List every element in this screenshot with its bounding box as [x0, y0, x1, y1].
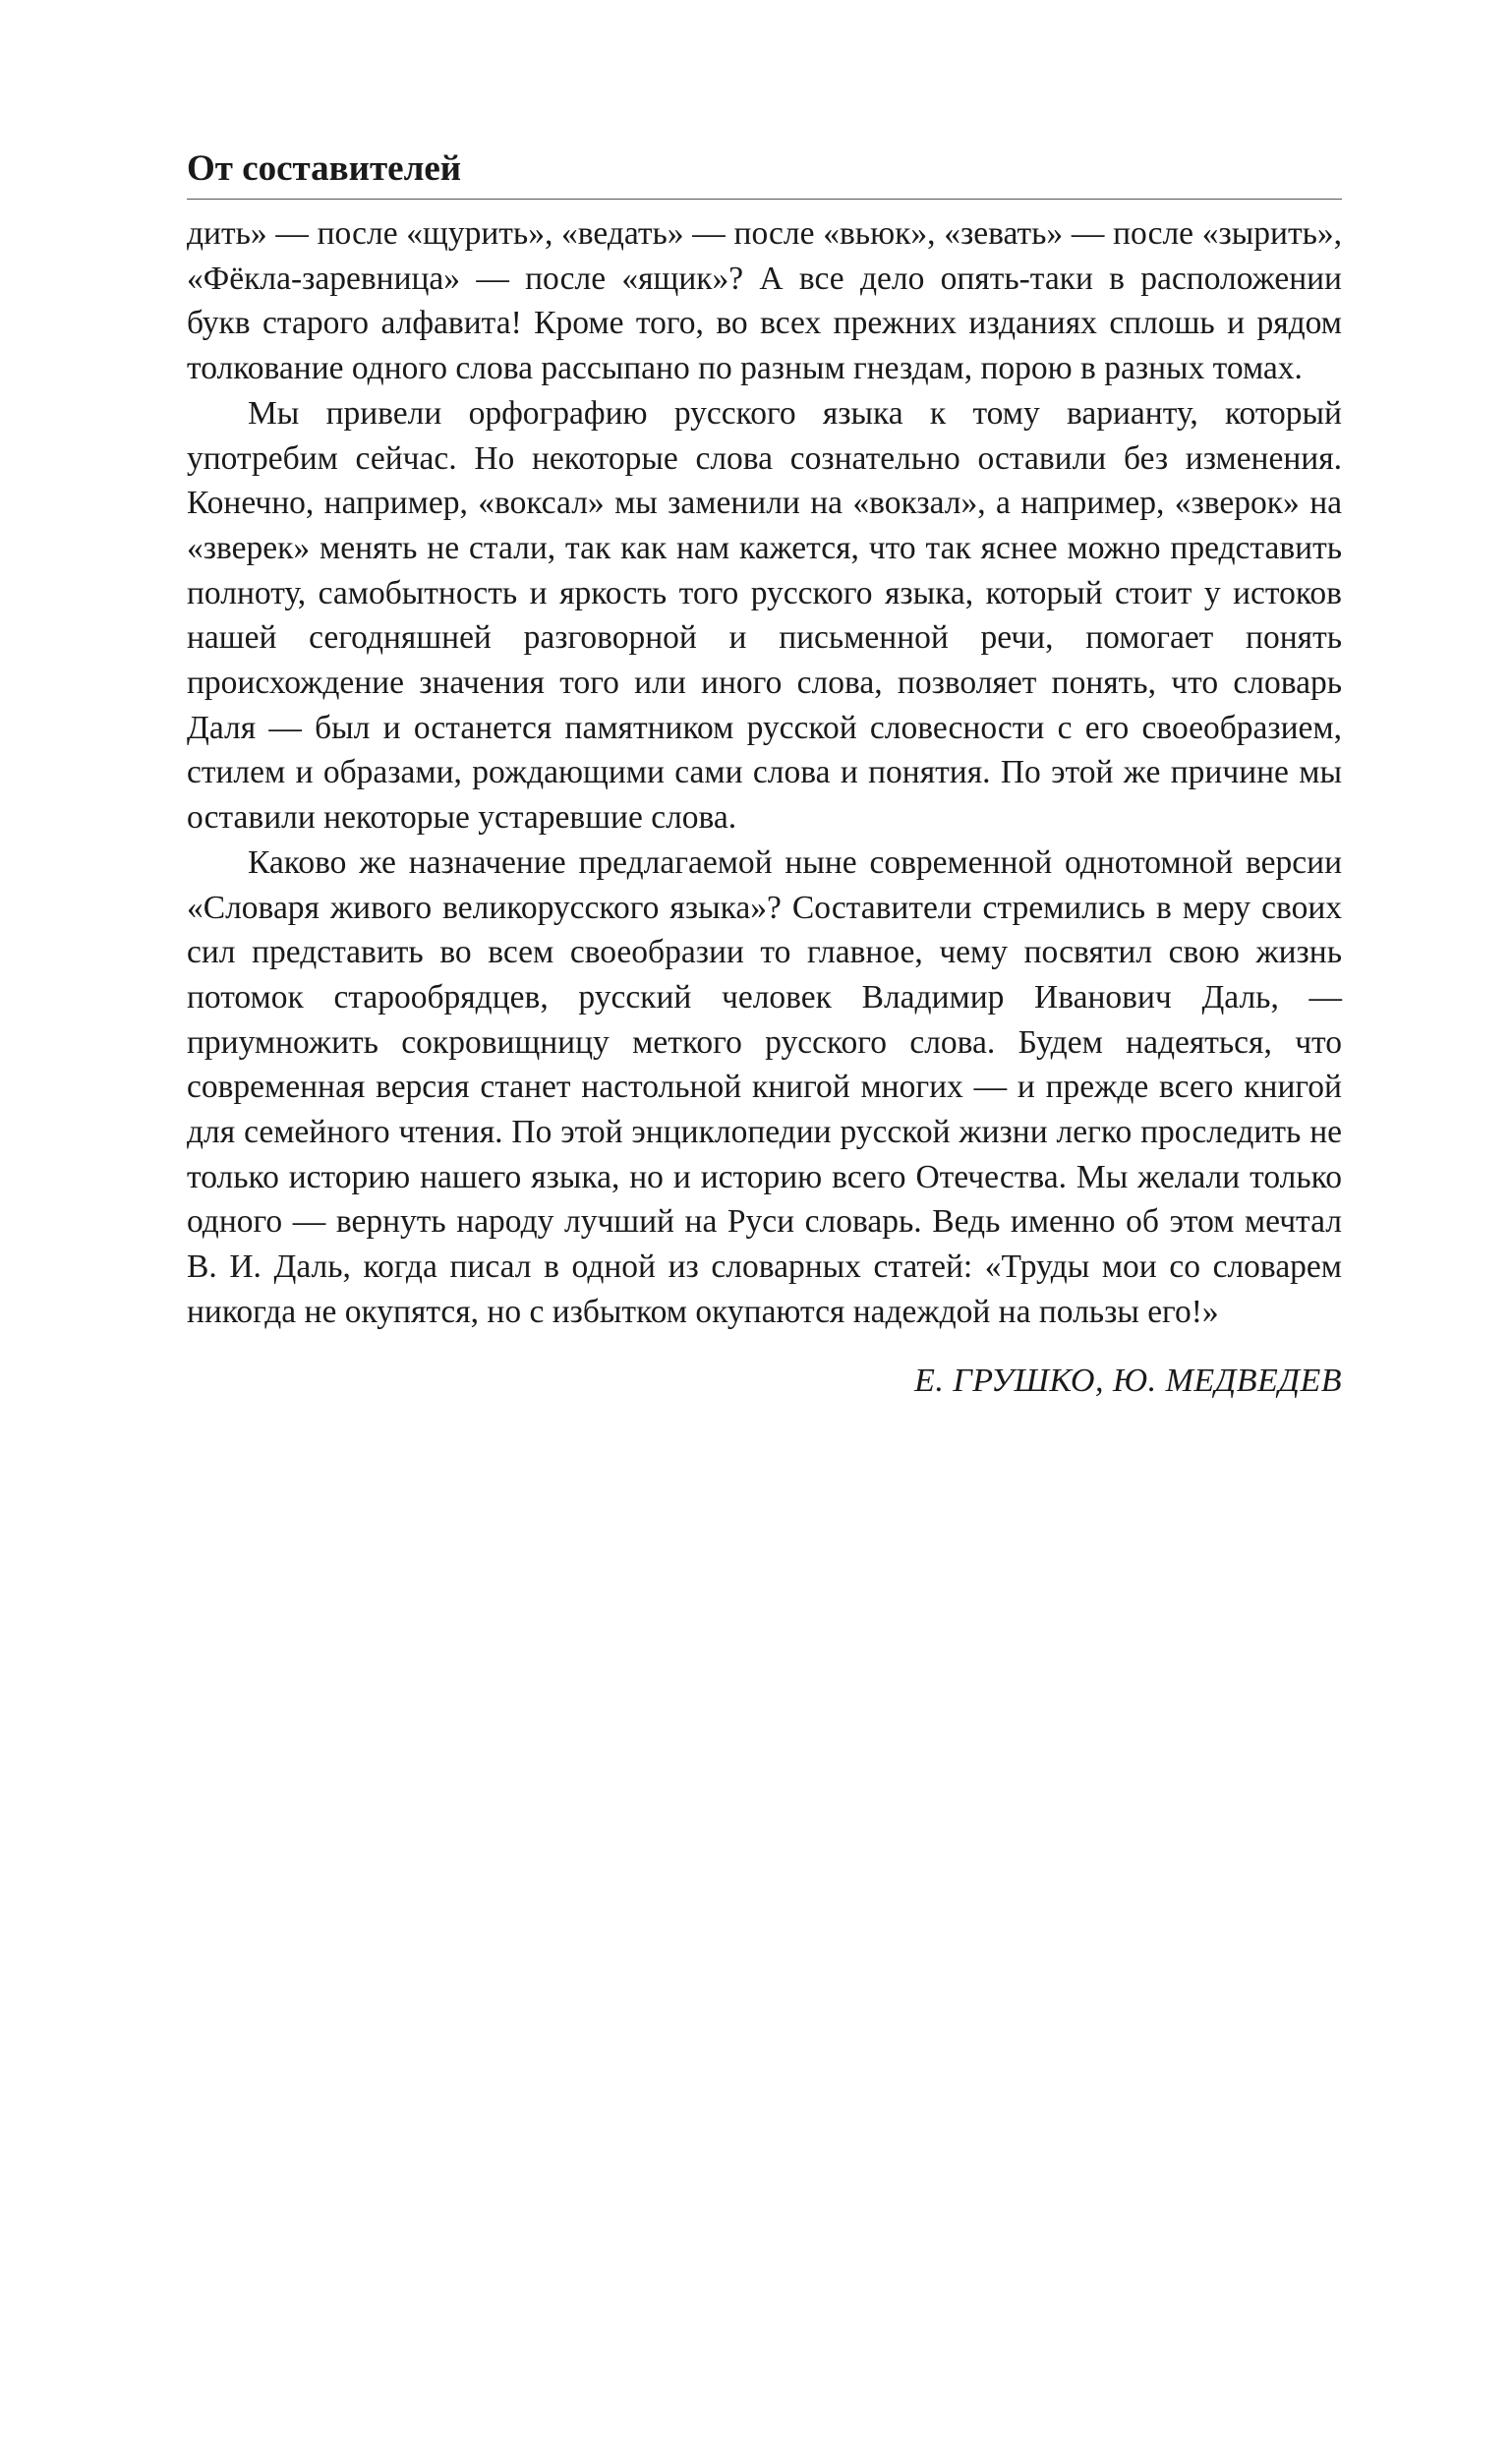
paragraph-continuation: дить» — после «щурить», «ведать» — после «вьюк», «зевать» — после «зырить», «Фёкла-заревница» — после «ящик»? А все дело опять-таки в расположении букв старого алфавита! Кроме того, во всех прежних изданиях сплошь и рядом толкование одного слова рассыпано по разным гнездам, порою в разных томах.: [187, 215, 1342, 387]
paragraph-orthography: Мы привели орфографию русского языка к тому варианту, который употребим сейчас. Но некоторые слова сознательно оставили без изменения. Конечно, например, «воксал» мы заменили на «вокзал», а например, «зверок» на «зверек» менять не стали, так как нам кажется, что так яснее можно представить полноту, самобытность и яркость того русского языка, который стоит у истоков нашей сегодняшней разговорной и письменной речи, помогает понять происхождение значения того или иного слова, позволяет понять, что словарь Даля — был и останется памятником русской словесности с его своеобразием, стилем и образами, рождающими сами слова и понятия. По этой же причине мы оставили некоторые устаревшие слова.: [187, 394, 1342, 837]
paragraph-purpose: Каково же назначение предлагаемой ныне современной однотомной версии «Словаря живого великорусского языка»? Составители стремились в меру своих сил представить во всем своеобразии то главное, чему посвятил свою жизнь потомок старообрядцев, русский человек Владимир Иванович Даль, — приумножить сокровищницу меткого русского слова. Будем надеяться, что современная версия станет настольной книгой многих — и прежде всего книгой для семейного чтения. По этой энциклопедии русской жизни легко проследить не только историю нашего языка, но и историю всего Отечества. Мы желали только одного — вернуть народу лучший на Руси словарь. Ведь именно об этом мечтал В. И. Даль, когда писал в одной из словарных статей: «Труды мои со словарем никогда не окупятся, но с избытком окупаются надеждой на пользы его!»: [187, 843, 1342, 1330]
running-head-title: От составителей: [187, 147, 1342, 200]
document-page: [187, 147, 1342, 1404]
body-text: [187, 211, 1342, 1335]
author-signature: Е. ГРУШКО, Ю. МЕДВЕДЕВ: [914, 1362, 1342, 1399]
